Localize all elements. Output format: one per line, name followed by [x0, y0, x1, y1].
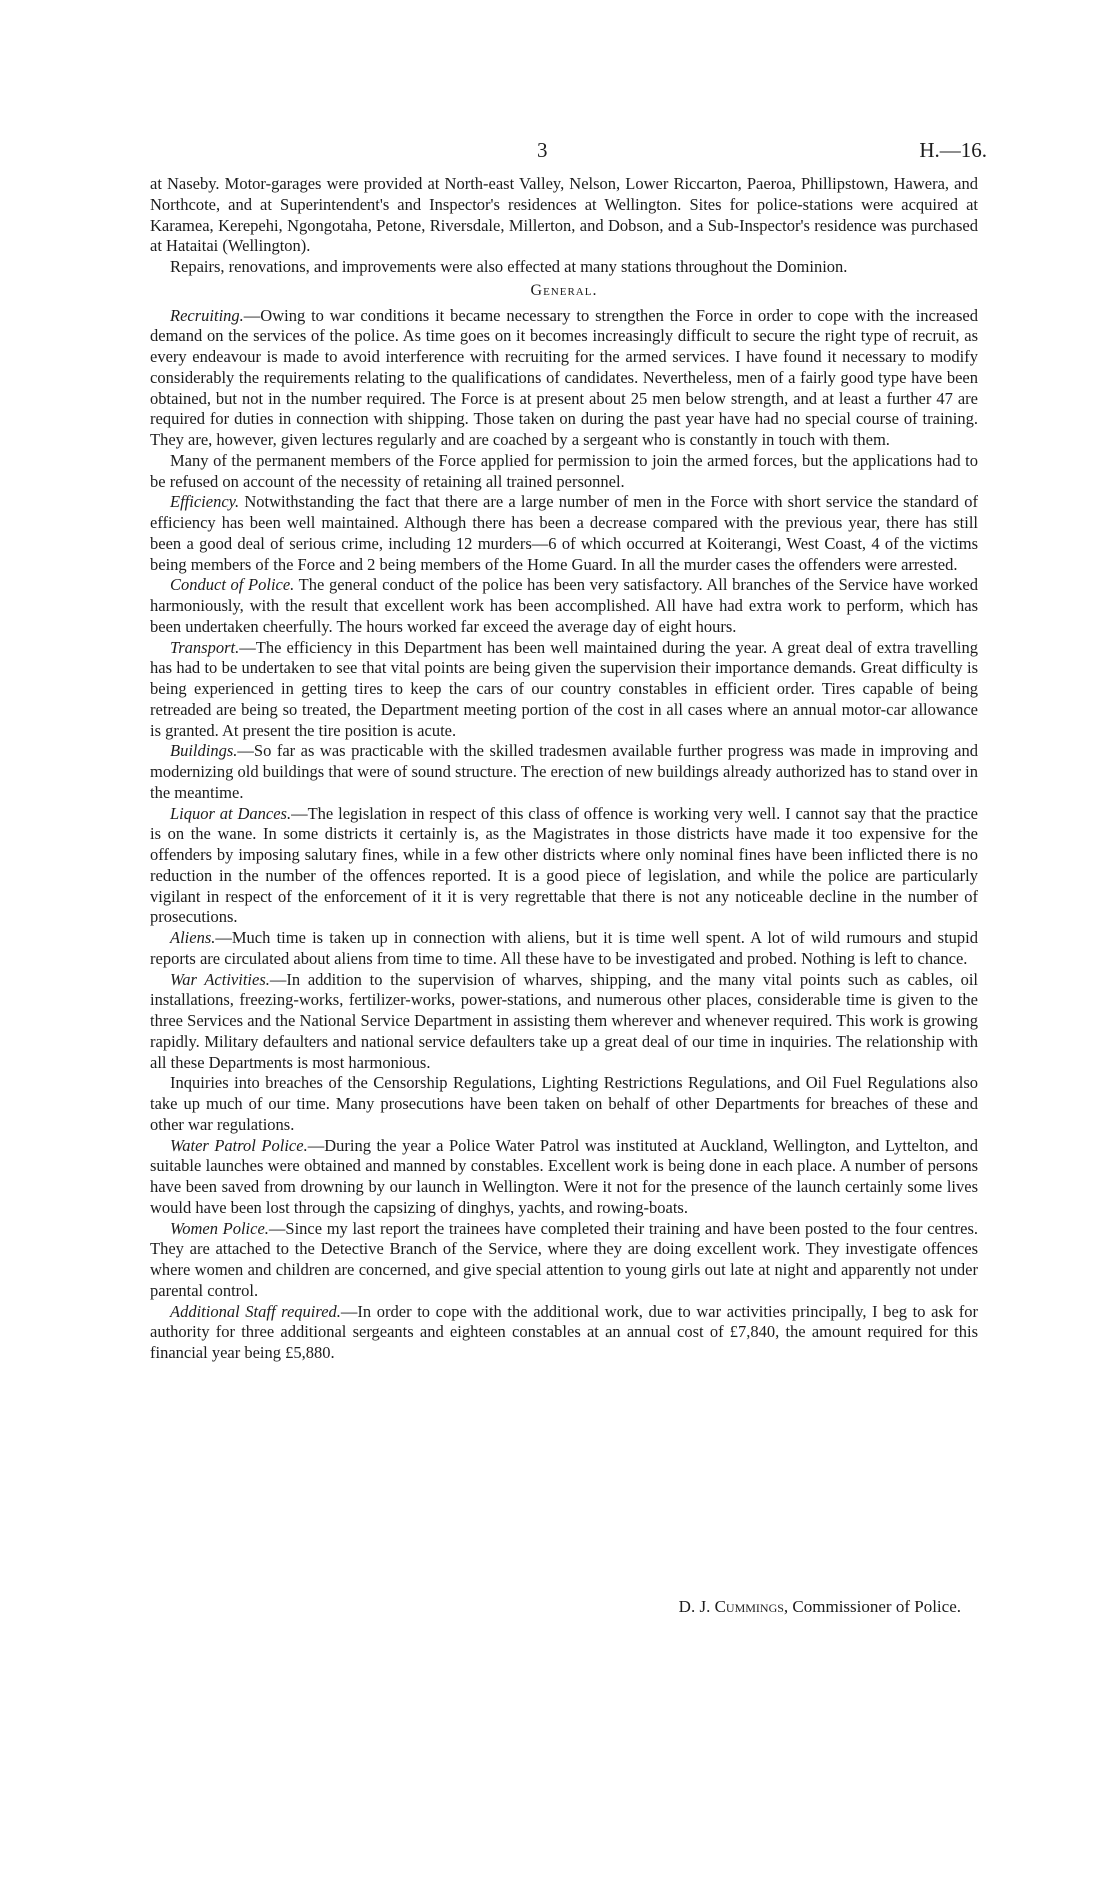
- women-police-heading: Women Police.: [170, 1218, 269, 1238]
- war-activities-heading: War Activities.: [170, 969, 270, 989]
- signature-title: Commissioner of Police.: [788, 1597, 961, 1616]
- paragraph-transport: [150, 638, 978, 742]
- signature-name: D. J. Cummings,: [678, 1597, 789, 1616]
- paragraph-additional-staff: [150, 1302, 978, 1364]
- paragraph-conduct: [150, 575, 978, 637]
- buildings-text: —So far as was practicable with the skilled tradesmen available further progress was made in improving and modernizing old buildings that were of sound structure. The erection of new buildings already authorized has to stand over in the meantime.: [150, 741, 978, 802]
- paragraph-recruiting: [150, 306, 978, 451]
- war-activities-text: —In addition to the supervision of wharves, shipping, and the many vital points such as cables, oil installations, freezing-works, fertilizer-works, power-stations, and numerous other places, considerable time is given to the three Services and the National Service Department in assisting them wherever and whenever required. This work is growing rapidly. Military defaulters and national service defaulters take up a great deal of our time in inquiries. The relationship with all these Departments is most harmonious.: [150, 969, 978, 1072]
- intro-paragraph-1: at Naseby. Motor-garages were provided at North-east Valley, Nelson, Lower Riccarton, Paeroa, Phillipstown, Hawera, and Northcote, and at Superintendent's and Inspector's residences at Wellington. Sites for police-stations were acquired at Karamea, Kerepehi, Ngongotaha, Petone, Riversdale, Millerton, and Dobson, and a Sub-Inspector's residence was purchased at Hataitai (Wellington).: [150, 174, 978, 256]
- page-number: 3: [537, 138, 548, 162]
- paragraph-women-police: [150, 1219, 978, 1302]
- intro-paragraph-2: Repairs, renovations, and improvements were also effected at many stations throughout the Dominion.: [170, 257, 848, 276]
- additional-staff-text: —In order to cope with the additional work, due to war activities principally, I beg to ask for authority for three additional sergeants and eighteen constables at an annual cost of £7,840, the amount required for this financial year being £5,880.: [150, 1301, 978, 1362]
- water-patrol-heading: Water Patrol Police.: [170, 1135, 308, 1155]
- buildings-heading: Buildings.: [170, 741, 238, 761]
- paragraph-buildings: [150, 741, 978, 803]
- paragraph-efficiency: [150, 492, 978, 575]
- additional-staff-heading: Additional Staff required.: [170, 1301, 341, 1321]
- transport-heading: Transport.: [170, 637, 240, 657]
- conduct-text: The general conduct of the police has been very satisfactory. All branches of the Service have worked harmoniously, with the result that excellent work has been accomplished. All have had extra work to perform, which has been undertaken cheerfully. The hours worked far exceed the average day of eight hours.: [150, 575, 978, 636]
- paragraph-permanent-members: Many of the permanent members of the Force applied for permission to join the armed forces, but the applications had to be refused on account of the necessity of retaining all trained personnel.: [150, 450, 978, 491]
- transport-text: —The efficiency in this Department has been well maintained during the year. A great deal of extra travelling has had to be undertaken to see that vital points are being given the supervision their importance demands. Great difficulty is being experienced in getting tires to keep the cars of our country constables in efficient order. Tires capable of being retreaded are being so treated, the Department meeting portion of the cost in all cases where an annual motor-car allowance is granted. At present the tire position is acute.: [150, 637, 978, 740]
- recruiting-text: —Owing to war conditions it became necessary to strengthen the Force in order to cope with the increased demand on the services of the police. As time goes on it becomes increasingly difficult to secure the right type of recruit, as every endeavour is made to avoid interference with recruiting for the armed services. I have found it necessary to modify considerably the requirements relating to the qualifications of candidates. Nevertheless, men of a fairly good type have been obtained, but not in the number required. The Force is at present about 25 men below strength, and at least a further 47 are required for duties in connection with shipping. Those taken on during the past year have had no special course of training. They are, however, given lectures regularly and are coached by a sergeant who is constantly in touch with them.: [150, 305, 978, 449]
- signature: [679, 1597, 961, 1617]
- water-patrol-text: —During the year a Police Water Patrol was instituted at Auckland, Wellington, and Lyttelton, and suitable launches were obtained and manned by constables. Excellent work is being done in each place. A number of persons have been saved from drowning by our launch in Wellington. Were it not for the presence of the launch certainly some lives would have been lost through the capsizing of dinghys, yachts, and rowing-boats.: [150, 1135, 979, 1217]
- women-police-text: —Since my last report the trainees have completed their training and have been posted to the four centres. They are attached to the Detective Branch of the Service, where they are doing excellent work. They investigate offences where women and children are concerned, and give special attention to young girls out late at night and apparently not under parental control.: [150, 1218, 978, 1300]
- section-heading-general: General.: [530, 281, 598, 299]
- paragraph-aliens: [150, 928, 978, 970]
- report-body: [150, 174, 978, 1364]
- recruiting-heading: Recruiting.: [170, 305, 244, 325]
- aliens-heading: Aliens.: [170, 928, 216, 947]
- aliens-text: —Much time is taken up in connection with aliens, but it is time well spent. A lot of wild rumours and stupid reports are circulated about aliens from time to time. All these have to be investigated and probed. Nothing is left to chance.: [150, 928, 978, 968]
- document-reference: H.—16.: [919, 138, 987, 162]
- paragraph-liquor: [150, 804, 978, 929]
- efficiency-heading: Efficiency.: [170, 492, 240, 512]
- paragraph-water-patrol: [150, 1136, 978, 1219]
- efficiency-text: Notwithstanding the fact that there are a large number of men in the Force with short service the standard of efficiency has been well maintained. Although there has been a decrease compared with the previous year, there has still been a good deal of serious crime, including 12 murders—6 of which occurred at Koiterangi, West Coast, 4 of the victims being members of the Force and 2 being members of the Home Guard. In all the murder cases the offenders were arrested.: [150, 492, 978, 574]
- liquor-heading: Liquor at Dances.: [170, 803, 292, 823]
- paragraph-inquiries: Inquiries into breaches of the Censorship Regulations, Lighting Restrictions Regulations, and Oil Fuel Regulations also take up much of our time. Many prosecutions have been taken on behalf of other Departments for breaches of these and other war regulations.: [150, 1073, 978, 1134]
- conduct-heading: Conduct of Police.: [170, 575, 295, 595]
- liquor-text: —The legislation in respect of this class of offence is working very well. I cannot say that the practice is on the wane. In some districts it certainly is, as the Magistrates in those districts have made it too expensive for the offenders by imposing salutary fines, while in a few other districts where only nominal fines have been inflicted there is no reduction in the number of the offences reported. It is a good piece of legislation, and while the police are particularly vigilant in respect of the enforcement of it it is very regrettable that there is not any noticeable decline in the number of prosecutions.: [150, 803, 978, 927]
- paragraph-war-activities: [150, 970, 978, 1074]
